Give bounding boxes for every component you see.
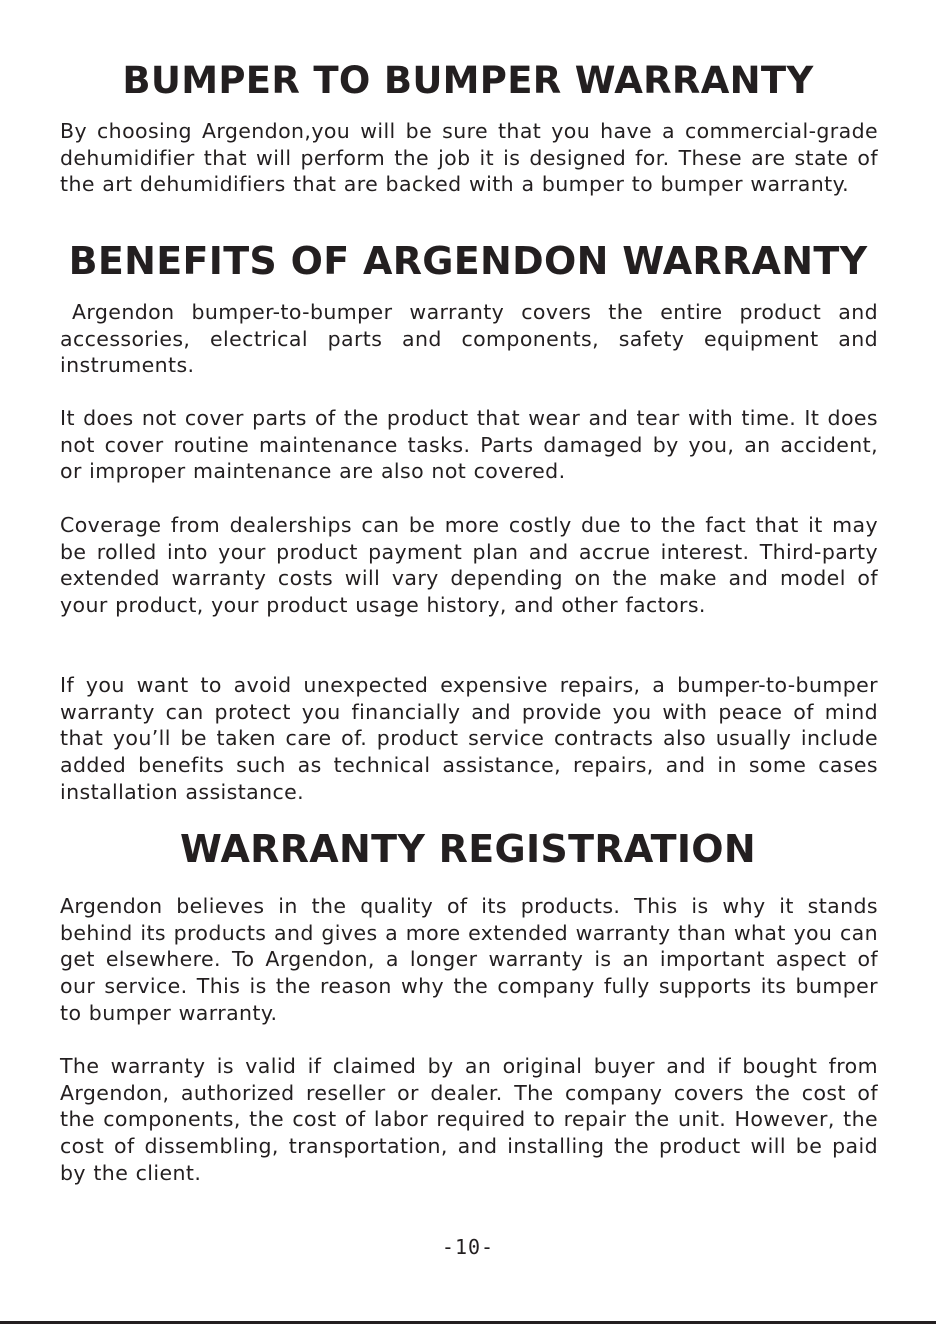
bumper-warranty-paragraph: By choosing Argendon,you will be sure that you have a commercial-grade dehumidifier that will perform the job it is designed for. These are state of the art dehumidifiers that are backed with a bumper to bumper warranty. xyxy=(60,119,878,197)
benefits-dealership-paragraph: Coverage from dealerships can be more costly due to the fact that it may be rolled into your product payment plan and accrue interest. Third-party extended warranty costs will vary depending on the make and model of your product, your product usage history, and other factors. xyxy=(60,513,878,618)
registration-quality-paragraph: Argendon believes in the quality of its products. This is why it stands behind its products and gives a more extended warranty than what you can get elsewhere. To Argendon, a longer warranty is an important aspect of our service. This is the reason why the company fully supports its bumper to bumper warranty. xyxy=(60,894,878,1025)
registration-heading: WARRANTY REGISTRATION xyxy=(179,827,757,871)
benefits-coverage-paragraph: Argendon bumper-to-bumper warranty covers the entire product and accessories, electrical parts and components, safety equipment and instruments. xyxy=(60,300,878,378)
bumper-warranty-heading: BUMPER TO BUMPER WARRANTY xyxy=(122,59,814,102)
benefits-heading: BENEFITS OF ARGENDON WARRANTY xyxy=(68,239,868,283)
benefits-exclusions-paragraph: It does not cover parts of the product that wear and tear with time. It does not cover routine maintenance tasks. Parts damaged by you, an accident, or improper maintenance are also not covered. xyxy=(60,406,878,484)
registration-validity-paragraph: The warranty is valid if claimed by an original buyer and if bought from Argendon, authorized reseller or dealer. The company covers the cost of the components, the cost of labor required to repair the unit. However, the cost of dissembling, transportation, and installing the product will be paid by the client. xyxy=(60,1054,878,1185)
page-number: -10- xyxy=(441,1235,495,1259)
benefits-protection-paragraph: If you want to avoid unexpected expensive repairs, a bumper-to-bumper warranty can protect you financially and provide you with peace of mind that you’ll be taken care of. product service contracts also usually include added benefits such as technical assistance, repairs, and in some cases installation assistance. xyxy=(60,673,878,804)
